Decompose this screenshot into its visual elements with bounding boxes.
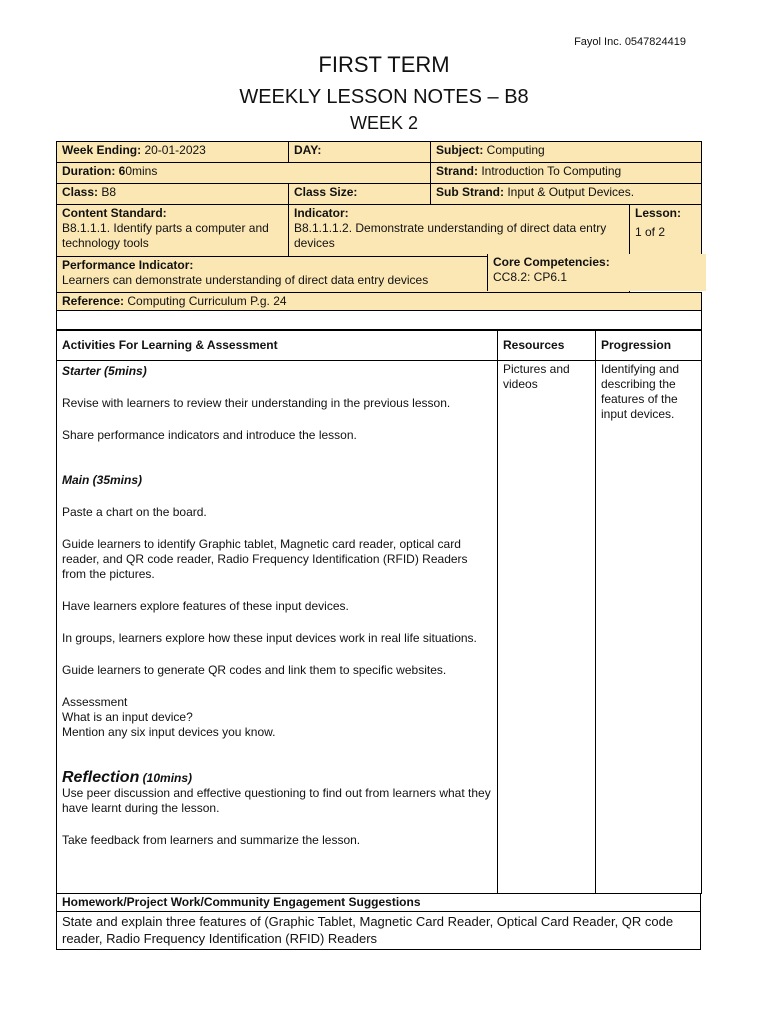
main-line: Paste a chart on the board.: [62, 505, 207, 519]
core-competencies-box: Core Competencies: CC8.2: CP6.1: [487, 254, 706, 291]
page-title: FIRST TERM: [318, 52, 450, 77]
progression-header: Progression: [596, 331, 702, 361]
progression-content: Identifying and describing the features of the input devices.: [596, 361, 702, 894]
resources-content: Pictures and videos: [498, 361, 596, 894]
main-line: Guide learners to generate QR codes and link them to specific websites.: [62, 663, 447, 677]
starter-line: Revise with learners to review their understanding in the previous lesson.: [62, 396, 451, 410]
homework-heading: Homework/Project Work/Community Engagement Suggestions: [57, 894, 701, 912]
day-cell: DAY:: [289, 142, 431, 163]
class-cell: Class: B8: [57, 184, 289, 205]
reference-cell: Reference: Computing Curriculum P.g. 24: [57, 293, 702, 311]
strand-cell: Strand: Introduction To Computing: [431, 163, 702, 184]
activities-table: [56, 330, 702, 894]
lesson-info-table: [56, 141, 702, 330]
week-title: WEEK 2: [349, 113, 419, 133]
performance-indicator-cell: Performance Indicator: Learners can demonstrate understanding of direct data entry devices: [57, 257, 630, 293]
page-subtitle: WEEKLY LESSON NOTES – B8: [239, 86, 529, 108]
starter-line: Share performance indicators and introduce the lesson.: [62, 428, 357, 442]
main-line: Guide learners to identify Graphic tablet, Magnetic card reader, optical card reader, and QR code reader, Radio Frequency Identification (RFID) Readers from the pictures.: [62, 537, 468, 581]
main-heading: Main (35mins): [62, 473, 143, 487]
class-size-cell: Class Size:: [289, 184, 431, 205]
activities-header: Activities For Learning & Assessment: [57, 331, 498, 361]
reflection-heading: Reflection: [62, 769, 140, 786]
company-contact: Fayol Inc. 0547824419: [574, 36, 686, 48]
content-standard-cell: Content Standard: B8.1.1.1. Identify parts a computer and technology tools: [57, 205, 289, 257]
lesson-cell: Lesson: 1 of 2: [630, 205, 702, 257]
starter-heading: Starter (5mins): [62, 364, 147, 378]
indicator-cell: Indicator: B8.1.1.1.2. Demonstrate understanding of direct data entry devices: [289, 205, 630, 257]
reflection-line: Take feedback from learners and summarize the lesson.: [62, 833, 361, 847]
spacer-row: [57, 311, 702, 330]
subject-cell: Subject: Computing: [431, 142, 702, 163]
resources-header: Resources: [498, 331, 596, 361]
assessment-heading: Assessment: [62, 695, 128, 709]
activities-content: Starter (5mins) Revise with learners to review their understanding in the previous lesson. Share performance indicators and introduce the lesson. Main (35mins) Paste a chart on the board. Guide learners to identify Graphic tablet, Magnetic card reader, optical card reader, and QR code reader, Radio Frequency Identification (RFID) Readers from the pictures. Have learners explore features of these input devices. In groups, learners explore how these input devices work in real life situations. Guide learners to generate QR codes and link them to specific websites. Assessment What is an input device? Mention any six input devices you know. Reflection (10mins) Use peer discussion and effective questioning to find out from learners what they have learnt during the lesson. Take feedback from learners and summarize the lesson.: [57, 361, 498, 894]
duration-cell: Duration: 60mins: [57, 163, 431, 184]
reflection-line: Use peer discussion and effective questioning to find out from learners what they have learnt during the lesson.: [62, 786, 491, 815]
main-line: In groups, learners explore how these input devices work in real life situations.: [62, 631, 477, 645]
homework-text: State and explain three features of (Graphic Tablet, Magnetic Card Reader, Optical Card Reader, QR code reader, Radio Frequency Identification (RFID) Readers: [57, 912, 701, 950]
sub-strand-cell: Sub Strand: Input & Output Devices.: [431, 184, 702, 205]
assessment-question: Mention any six input devices you know.: [62, 725, 276, 739]
homework-table: [56, 893, 701, 950]
main-line: Have learners explore features of these input devices.: [62, 599, 349, 613]
assessment-question: What is an input device?: [62, 710, 193, 724]
week-ending-cell: Week Ending: 20-01-2023: [57, 142, 289, 163]
